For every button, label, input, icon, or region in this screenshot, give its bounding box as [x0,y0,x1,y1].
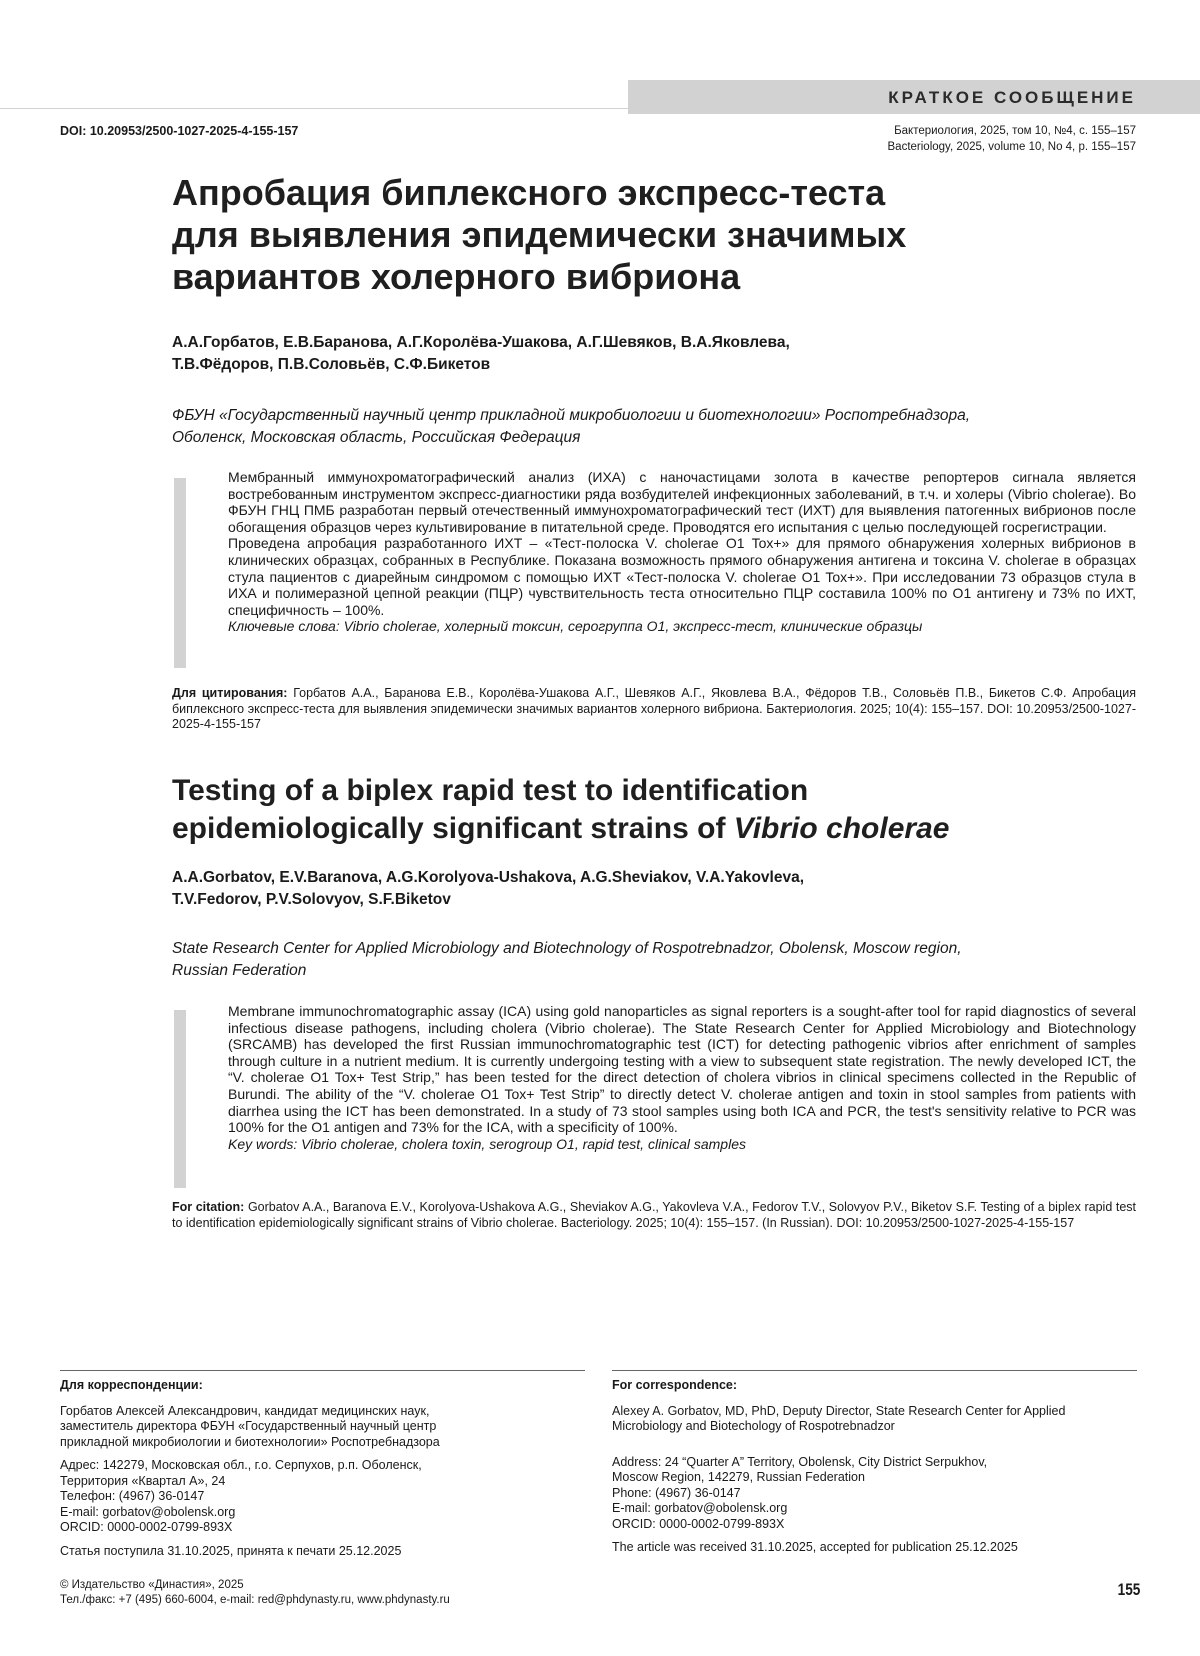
copyright: © Издательство «Династия», 2025 [60,1579,244,1591]
title-en-line [172,810,1132,848]
authors-en-line: T.V.Fedorov, P.V.Solovyov, S.F.Biketov [172,891,451,908]
publisher-contacts: Тел./факс: +7 (495) 660-6004, e-mail: red@phdynasty.ru, www.phdynasty.ru [60,1594,450,1606]
journal-ru: Бактериология, 2025, том 10, №4, с. 155–157 [894,125,1136,137]
affiliation-ru-line: ФБУН «Государственный научный центр прикладной микробиологии и биотехнологии» Роспотребнадзора, [172,407,971,424]
line: Территория «Квартал А», 24 [60,1473,226,1488]
title-ru [172,172,1072,298]
publisher-footer [60,1578,450,1608]
received-ru: Статья поступила 31.10.2025, принята к печати 25.12.2025 [60,1543,402,1558]
title-en-line: Testing of a biplex rapid test to identification [172,774,809,807]
abstract-ru-bar [174,478,186,668]
line: Microbiology and Biotechology of Rospotrebnadzor [612,1419,895,1433]
affiliation-en-line: State Research Center for Applied Microbiology and Biotechnology of Rospotrebnadzor, Obolensk, Moscow region, [172,940,962,957]
correspondence-ru-heading: Для корреспонденции: [60,1378,203,1392]
keywords-en: Key words: Vibrio cholerae, cholera toxin, serogroup O1, rapid test, clinical samples [228,1135,746,1152]
citation-ru-label: Для цитирования: [172,686,288,700]
abstract-ru-p2: Проведена апробация разработанного ИХТ – «Тест-полоска V. cholerae O1 Tox+» для прямого обнаружения холерных вибрионов в клинических образцах, собранных в Республике. Показана возможность прямого обнаружения антигена и токсина V. cholerae в образцах стула пациентов с диарейным синдромом с помощью ИХТ «Тест-полоска V. cholerae O1 Tox+». При исследовании 73 образцов стула в ИХА и полимеразной цепной реакции (ПЦР) чувствительность теста относительно ПЦР составила 100% по О1 антигену и 73% по ИХТ, специфичность – 100%. [228,535,1136,618]
citation-en-text: Gorbatov A.A., Baranova E.V., Korolyova-Ushakova A.G., Sheviakov A.G., Yakovleva V.A., Fedorov T.V., Solovyov P.V., Biketov S.F. Testing of a biplex rapid test to identification epidemiologically significant strains of Vibrio cholerae. Bacteriology. 2025; 10(4): 155–157. (In Russian). DOI: 10.20953/2500-1027-2025-4-155-157 [172,1200,1137,1230]
doi: DOI: 10.20953/2500-1027-2025-4-155-157 [60,124,299,138]
authors-en-line: A.A.Gorbatov, E.V.Baranova, A.G.Korolyova-Ushakova, A.G.Sheviakov, V.A.Yakovleva, [172,869,805,886]
header-rule [0,108,628,109]
correspondence-en-person [612,1404,1132,1435]
correspondence-en-contacts [612,1455,1132,1533]
citation-ru-text: Горбатов А.А., Баранова Е.В., Королёва-Ушакова А.Г., Шевяков А.Г., Яковлева В.А., Фёдоров Т.В., Соловьёв П.В., Бикетов С.Ф. Апробация биплексного экспресс-теста для выявления эпидемически значимых вариантов холерного вибриона. Бактериология. 2025; 10(4): 155–157. DOI: 10.20953/2500-1027-2025-4-155-157 [172,686,1136,731]
orcid: ORCID: 0000-0002-0799-893X [60,1520,233,1534]
phone: Phone: (4967) 36-0147 [612,1485,741,1500]
journal-info [888,123,1136,155]
correspondence-ru-rule [60,1370,585,1371]
abstract-en-bar [174,1010,186,1188]
affiliation-ru-line: Оболенск, Московская область, Российская Федерация [172,429,581,446]
phone: Телефон: (4967) 36-0147 [60,1489,205,1503]
title-ru-line: для выявления эпидемически значимых [172,214,907,255]
correspondence-en-rule [612,1370,1137,1371]
title-en-italic: Vibrio cholerae [733,812,950,845]
citation-ru [172,686,1136,733]
correspondence-ru-person [60,1404,580,1451]
keywords-ru: Ключевые слова: Vibrio cholerae, холерный токсин, серогруппа О1, экспресс-тест, клинические образцы [228,618,923,635]
title-en [172,772,1132,848]
line: Alexey A. Gorbatov, MD, PhD, Deputy Director, State Research Center for Applied [612,1403,1066,1418]
email: E-mail: gorbatov@obolensk.org [60,1504,236,1519]
journal-en: Bacteriology, 2025, volume 10, No 4, p. 155–157 [887,141,1136,153]
line: Горбатов Алексей Александрович, кандидат медицинских наук, [60,1403,430,1418]
authors-ru-line: Т.В.Фёдоров, П.В.Соловьёв, С.Ф.Бикетов [172,356,491,373]
affiliation-ru [172,405,1102,449]
correspondence-en-heading: For correspondence: [612,1378,738,1392]
line: прикладной микробиологии и биотехнологии» Роспотребнадзора [60,1434,440,1449]
abstract-en [228,1003,1136,1152]
page-number: 155 [1117,1580,1140,1599]
correspondence-ru-contacts [60,1458,580,1536]
affiliation-en [172,938,1102,982]
line: Address: 24 “Quarter A” Territory, Obolensk, City District Serpukhov, [612,1454,988,1469]
correspondence-ru [60,1378,580,1559]
citation-en [172,1200,1136,1231]
affiliation-en-line: Russian Federation [172,962,307,979]
received-en: The article was received 31.10.2025, accepted for publication 25.12.2025 [612,1540,1018,1554]
authors-en [172,867,1102,911]
email: E-mail: gorbatov@obolensk.org [612,1501,788,1515]
abstract-en-text: Membrane immunochromatographic assay (ICA) using gold nanoparticles as signal reporters is a sought-after tool for rapid diagnostics of several infectious disease pathogens, including cholera (Vibrio cholerae). The State Research Center for Applied Microbiology and Biotechnology (SRCAMB) has developed the first Russian immunochromatographic test (ICT) for detecting pathogenic vibrios after enrichment of samples through culture in a nutrient medium. It is currently undergoing testing with a view to subsequent state registration. The newly developed ICT, the “V. cholerae O1 Tox+ Test Strip,” has been tested for the direct detection of cholera vibrios in clinical specimens collected in the Republic of Burundi. The ability of the “V. cholerae O1 Tox+ Test Strip” to directly detect V. cholerae antigen and toxin in stool samples from patients with diarrhea using the ICT has been demonstrated. In a study of 73 stool samples using both ICA and PCR, the test's sensitivity relative to PCR was 100% for the O1 antigen and 73% for the ICA, with a specificity of 100%. [228,1003,1136,1136]
authors-ru [172,332,1102,376]
abstract-ru-p1: Мембранный иммунохроматографический анализ (ИХА) с наночастицами золота в качестве репортеров сигнала является востребованным инструментом экспресс-диагностики ряда возбудителей инфекционных заболеваний, в т.ч. и холеры (Vibrio cholerae). Во ФБУН ГНЦ ПМБ разработан первый отечественный иммунохроматографический тест (ИХТ) для выявления патогенных вибрионов после обогащения образцов через культивирование в питательной среде. Проводятся его испытания с целью последующей госрегистрации. [228,469,1136,535]
authors-ru-line: А.А.Горбатов, Е.В.Баранова, А.Г.Королёва-Ушакова, А.Г.Шевяков, В.А.Яковлева, [172,334,790,351]
title-ru-line: вариантов холерного вибриона [172,256,741,297]
line: Адрес: 142279, Московская обл., г.о. Серпухов, р.п. Оболенск, [60,1458,422,1472]
title-ru-line: Апробация биплексного экспресс-теста [172,172,886,213]
line: Moscow Region, 142279, Russian Federation [612,1470,865,1484]
correspondence-en [612,1378,1132,1556]
orcid: ORCID: 0000-0002-0799-893X [612,1516,785,1531]
citation-en-label: For citation: [172,1200,245,1214]
line: заместитель директора ФБУН «Государственный научный центр [60,1419,437,1433]
title-en-plain: epidemiologically significant strains of [172,812,734,845]
abstract-ru [228,469,1136,635]
section-label: КРАТКОЕ СООБЩЕНИЕ [888,88,1136,107]
